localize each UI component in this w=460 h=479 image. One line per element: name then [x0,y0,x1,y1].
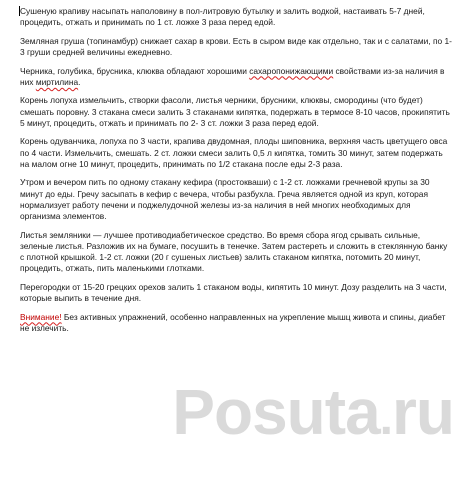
watermark-text-suffix: ru [392,376,454,448]
text-cursor [19,6,20,16]
paragraph-nettle [20,6,452,28]
paragraph-strawberry-leaves [20,230,452,275]
paragraph-jerusalem-artichoke [20,36,452,58]
paragraph-text: Корень одуванчика, лопуха по 3 части, крапива двудомная, плоды шиповника, верхняя часть цветущего овса по 4 части. Измельчить, смешать. 2 ст. ложки смеси залить 0,5 л кипятка, томить 30 минут, затем подержать на малом огне 10 минут, процедить, принимать по 1/2 стакана после еды 2-3 раза. [20,136,448,169]
paragraph-warning [20,312,452,334]
watermark-text: Posuta [172,376,380,448]
paragraph-text-after: Без активных упражнений, особенно направленных на укрепление мышц живота и спины, диабет не излечить. [20,311,446,333]
paragraph-text: Перегородки от 15-20 грецких орехов залить 1 стаканом воды, кипятить 10 минут. Дозу разделить на 3 части, которые выпить в течение дня. [20,281,447,303]
spellcheck-word[interactable]: сахаропонижающими [249,65,334,76]
paragraph-text: Листья земляники — лучшее противодиабетическое средство. Во время сбора ягод срывать сильные, зеленые листья. Разложив их на бумаге, посушить в тенечке. Затем растереть и сложить в стеклянную банку с плотной крышкой. 1-2 ст. ложки (20 г сушеных листьев) залить стаканом кипятка, потомить 20 минут, процедить, отжать, пить маленькими глотками. [20,229,448,274]
paragraph-text: Земляная груша (топинамбур) снижает сахар в крови. Есть в сыром виде как отдельно, так и с салатами, по 1-3 груши средней величины ежедневно. [20,35,452,57]
paragraph-text: Сушеную крапиву насыпать наполовину в пол-литровую бутылку и залить водкой, настаивать 5-7 дней, процедить, отжать и принимать по 1 ст. ложке 3 раза перед едой. [20,6,425,28]
paragraph-text: Корень лопуха измельчить, створки фасоли, листья черники, брусники, клюквы, смородины (что будет) смешать поровну. 3 стакана смеси залить 3 стаканами кипятка, подержать в термосе 8-10 часов, прокипятить 5 минут, процедить, отжать и принимать по 2- 3 ст. ложки 3 раза перед едой. [20,95,450,128]
paragraph-berries [20,66,452,88]
paragraph-text-middle: свойствами из-за наличия в них [20,65,445,87]
paragraph-text: Утром и вечером пить по одному стакану кефира (простокваши) с 1-2 ст. ложками гречневой крупы за 30 минут до еды. Гречу засыпать в кефир с вечера, чтобы разбухла. Греча является одной из круп, которая нормализует работу печени и поджелудочной железы из-за наличия в ней многих необходимых для организма элементов. [20,177,430,221]
paragraph-walnut [20,282,452,304]
spellcheck-word[interactable]: миртилина [35,76,79,87]
paragraph-dandelion [20,136,452,170]
paragraph-kefir [20,177,452,222]
paragraph-text-after: . [78,76,81,87]
warning-label: Внимание! [20,311,62,322]
watermark-dot: . [379,392,392,445]
paragraph-burdock [20,95,452,129]
paragraph-text-before: Черника, голубика, брусника, клюква обладают хорошими [20,65,250,76]
